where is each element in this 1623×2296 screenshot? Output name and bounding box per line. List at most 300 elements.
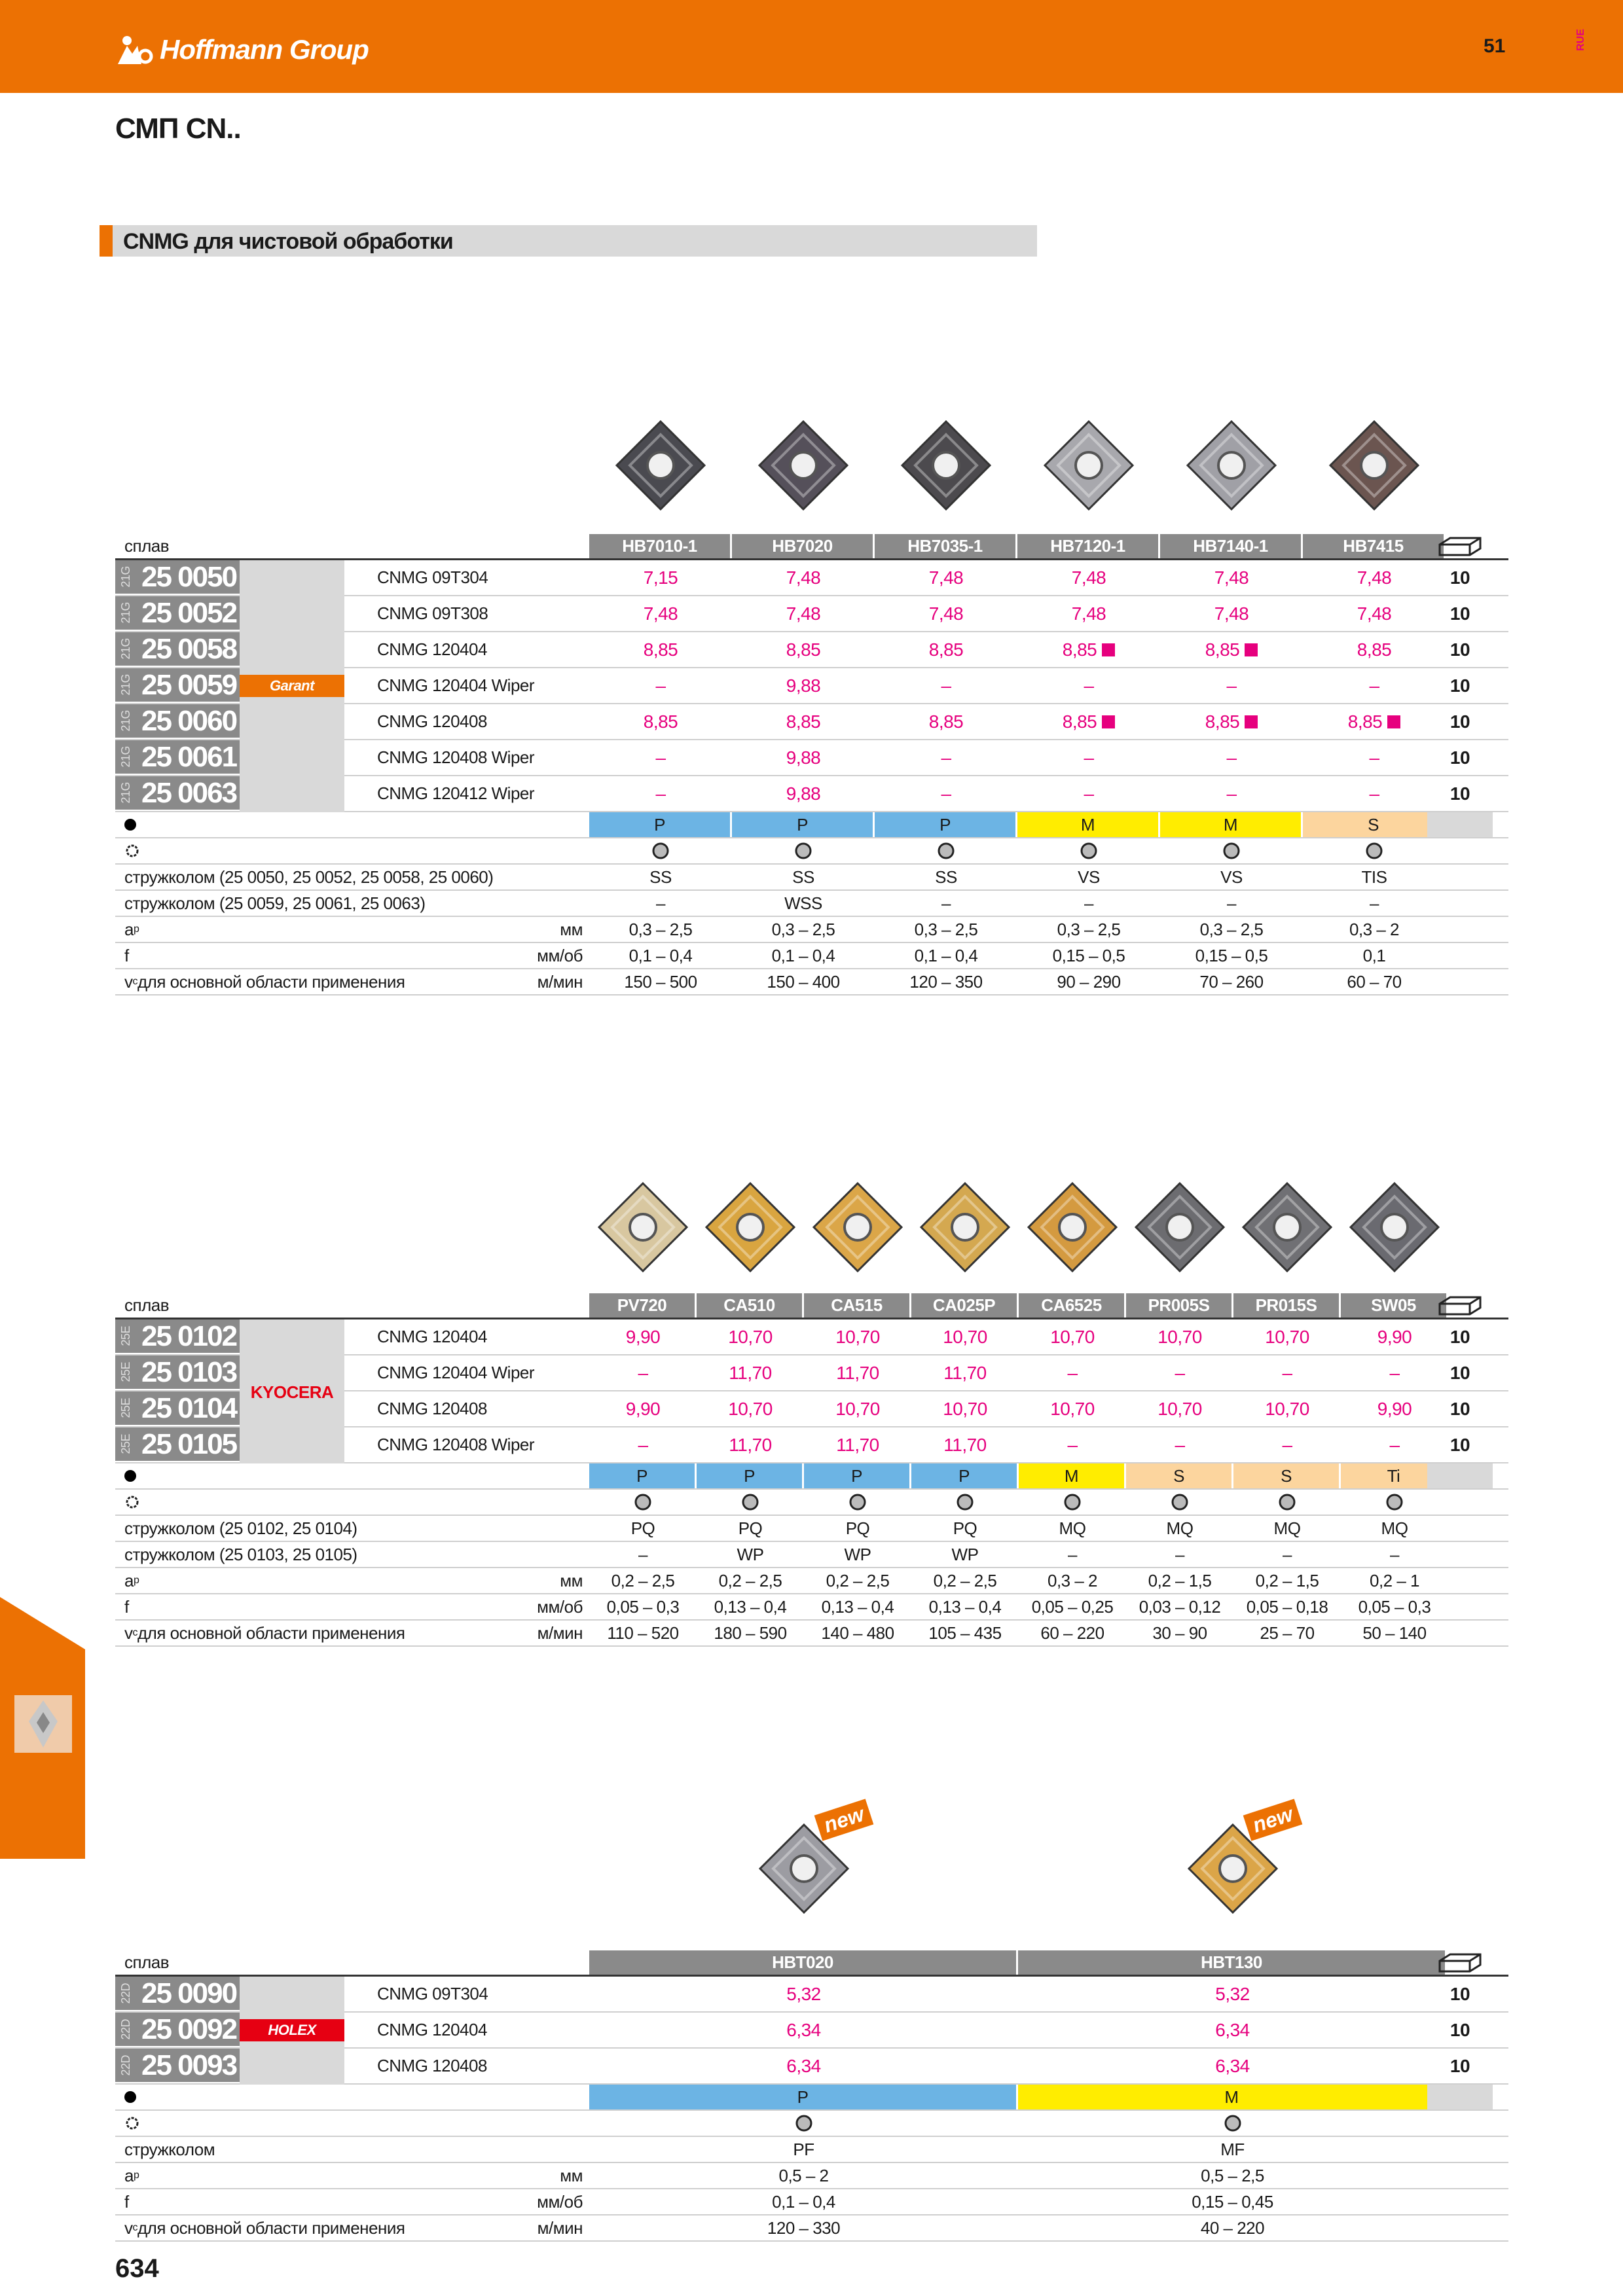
price-cell — [1126, 1427, 1233, 1462]
package-icon — [1427, 1293, 1493, 1318]
material-group-cell: P — [589, 1463, 695, 1488]
group-code: 21G — [119, 566, 132, 588]
parameter-value: 0,5 – 2,5 — [1201, 2165, 1264, 2185]
parameter-value: 110 – 520 — [607, 1623, 679, 1643]
insert-image-icon — [1040, 416, 1138, 514]
alloy-label: сплав — [124, 1952, 170, 1972]
price-value: 7,48 — [1071, 567, 1106, 588]
chipbreaker-value: SS — [935, 867, 957, 887]
chipbreaker-icon — [1018, 2111, 1447, 2136]
chipbreaker-icon — [1303, 838, 1446, 863]
chipbreaker-label: стружколом — [124, 2139, 215, 2159]
marker-square — [1102, 643, 1115, 656]
parameter-label — [124, 1594, 129, 1619]
parameter-symbol: v — [124, 971, 133, 992]
brand-logo — [115, 30, 369, 69]
material-group-cell: S — [1126, 1463, 1231, 1488]
price-value: – — [941, 747, 951, 768]
price-cell — [804, 1427, 911, 1462]
parameter-value: 60 – 220 — [1040, 1623, 1104, 1643]
parameter-subscript: c — [132, 976, 137, 987]
material-qty-cell — [1427, 1463, 1493, 1488]
price-cell — [732, 668, 875, 703]
parameter-value: 0,1 – 0,4 — [629, 945, 693, 965]
parameter-value: 0,15 – 0,5 — [1195, 945, 1268, 965]
parameter-subscript: p — [133, 924, 139, 935]
pack-quantity: 10 — [1450, 639, 1470, 660]
parameter-value: 0,13 – 0,4 — [928, 1596, 1002, 1617]
insert-image-icon — [1325, 416, 1423, 514]
grade-header: HBT130 — [1018, 1950, 1447, 1975]
price-value: 8,85 — [1347, 711, 1383, 732]
price-cell — [589, 2013, 1018, 2047]
chipbreaker-value: – — [1283, 1544, 1292, 1564]
price-value: 6,34 — [1215, 2019, 1250, 2040]
price-value: – — [638, 1434, 648, 1455]
price-cell — [589, 704, 732, 739]
group-code: 25E — [119, 1362, 132, 1382]
chipbreaker-value: – — [1370, 893, 1379, 913]
parameter-unit: мм/об — [537, 1596, 583, 1617]
price-value: 8,85 — [786, 711, 821, 732]
parameter-label — [124, 1568, 139, 1593]
price-cell — [1160, 632, 1303, 667]
price-cell — [1126, 1355, 1233, 1390]
chipbreaker-row — [115, 2137, 1508, 2163]
price-value: 8,85 — [1062, 639, 1097, 660]
parameter-label — [124, 943, 129, 968]
chipbreaker-value: MQ — [1273, 1518, 1301, 1538]
parameter-label — [124, 2189, 129, 2214]
price-value: 5,32 — [1215, 1983, 1250, 2004]
pack-quantity: 10 — [1450, 1434, 1470, 1455]
material-qty-cell — [1427, 2085, 1493, 2109]
price-cell — [1303, 668, 1446, 703]
parameter-subscript: p — [133, 1575, 139, 1586]
vc-row — [115, 969, 1508, 996]
insert-designation: CNMG 120408 — [377, 711, 487, 731]
price-cell — [589, 1355, 697, 1390]
price-cell — [1017, 560, 1160, 595]
grade-header: CA025P — [911, 1293, 1019, 1318]
price-cell — [589, 1977, 1018, 2011]
chipbreaker-icon — [589, 2111, 1018, 2136]
parameter-value: 0,3 – 2,5 — [1199, 919, 1264, 939]
insert-image-icon — [754, 416, 852, 514]
price-cell — [911, 1319, 1019, 1354]
price-value: 8,85 — [928, 711, 964, 732]
price-cell — [589, 2049, 1018, 2083]
parameter-value: 140 – 480 — [821, 1623, 894, 1643]
price-value: 7,15 — [643, 567, 678, 588]
chipbreaker-icon — [589, 838, 732, 863]
material-dot-label — [124, 812, 136, 837]
group-code: 21G — [119, 710, 132, 732]
parameter-value: 0,1 – 0,4 — [772, 2191, 835, 2212]
vc-row — [115, 1621, 1508, 1647]
price-cell — [1233, 1319, 1341, 1354]
chipbreaker-value: MQ — [1381, 1518, 1408, 1538]
insert-image-icon — [1182, 416, 1281, 514]
article-number — [115, 2013, 240, 2047]
chipbreaker-value: PQ — [845, 1518, 870, 1538]
f-row — [115, 1594, 1508, 1621]
article-code: 25 0063 — [141, 776, 237, 809]
price-cell — [1018, 2013, 1447, 2047]
price-value: – — [655, 675, 666, 696]
parameter-value: 0,3 – 2 — [1047, 1570, 1097, 1590]
price-cell — [1017, 704, 1160, 739]
price-value: 7,48 — [643, 603, 678, 624]
article-code: 25 0050 — [141, 560, 237, 593]
pack-quantity: 10 — [1450, 567, 1470, 588]
price-cell — [1233, 1427, 1341, 1462]
price-cell — [1303, 704, 1446, 739]
grade-header: HB7140-1 — [1160, 534, 1303, 558]
parameter-value: 150 – 500 — [624, 971, 697, 992]
parameter-value: 50 – 140 — [1362, 1623, 1427, 1643]
article-code: 25 0061 — [141, 740, 237, 773]
price-cell — [589, 1427, 697, 1462]
insert-designation: CNMG 120408 — [377, 1399, 487, 1418]
section-accent — [100, 225, 113, 257]
parameter-label — [124, 2215, 405, 2240]
vc-row — [115, 2215, 1508, 2242]
insert-designation: CNMG 120408 Wiper — [377, 747, 535, 767]
parameter-value: 70 – 260 — [1199, 971, 1264, 992]
chipbreaker-value: – — [1084, 893, 1093, 913]
chipbreaker-icon — [589, 1490, 697, 1515]
parameter-value: 0,2 – 1,5 — [1148, 1570, 1212, 1590]
material-group-cell: M — [1160, 812, 1301, 837]
parameter-value: 0,2 – 1 — [1369, 1570, 1419, 1590]
price-value: 10,70 — [1158, 1398, 1202, 1419]
price-value: 10,70 — [1265, 1326, 1309, 1347]
parameter-value: 0,1 – 0,4 — [914, 945, 978, 965]
price-cell — [875, 560, 1017, 595]
group-code: 25E — [119, 1434, 132, 1454]
price-cell — [1233, 1391, 1341, 1426]
price-value: 9,90 — [1377, 1398, 1412, 1419]
insert-image-icon — [1345, 1178, 1444, 1276]
geometry-row — [115, 2111, 1508, 2137]
brand-logo: KYOCERA — [250, 1382, 334, 1402]
price-value: 7,48 — [1357, 567, 1392, 588]
chipbreaker-value: VS — [1078, 867, 1100, 887]
parameter-unit: мм — [560, 1570, 583, 1590]
material-group-cell: P — [875, 812, 1015, 837]
parameter-symbol: v — [124, 1623, 133, 1643]
parameter-unit: м/мин — [537, 2217, 583, 2238]
parameter-value: 60 – 70 — [1347, 971, 1402, 992]
grade-header: HB7120-1 — [1017, 534, 1160, 558]
material-row — [115, 1463, 1508, 1490]
section-heading — [100, 225, 1037, 257]
chipbreaker-icon — [1233, 1490, 1341, 1515]
price-value: 6,34 — [786, 2019, 821, 2040]
chipbreaker-value: – — [1227, 893, 1236, 913]
chipbreaker-value: MQ — [1059, 1518, 1086, 1538]
material-group-cell: P — [911, 1463, 1017, 1488]
price-value: – — [1226, 747, 1237, 768]
price-cell — [697, 1391, 804, 1426]
price-cell — [1160, 704, 1303, 739]
parameter-text: для основной области применения — [137, 1623, 405, 1643]
price-value: 9,90 — [625, 1398, 661, 1419]
price-cell — [732, 632, 875, 667]
parameter-value: 0,3 – 2 — [1349, 919, 1399, 939]
parameter-unit: мм/об — [537, 945, 583, 965]
price-cell — [1019, 1391, 1126, 1426]
parameter-value: 120 – 330 — [767, 2217, 841, 2238]
geometry-label — [124, 838, 140, 863]
material-qty-cell — [1427, 812, 1493, 837]
marker-square — [1102, 715, 1115, 728]
price-value: – — [1084, 675, 1094, 696]
parameter-value: 0,1 – 0,4 — [771, 945, 835, 965]
grade-header: PV720 — [589, 1293, 697, 1318]
chipbreaker-value: – — [656, 893, 665, 913]
material-group-cell: M — [1019, 1463, 1124, 1488]
material-group-cell: M — [1018, 2085, 1445, 2109]
price-value: 7,48 — [1214, 603, 1249, 624]
article-number — [115, 560, 240, 595]
price-cell — [1017, 632, 1160, 667]
parameter-value: 0,05 – 0,18 — [1246, 1596, 1328, 1617]
article-number — [115, 2049, 240, 2083]
grade-header: CA515 — [804, 1293, 911, 1318]
parameter-value: 0,5 – 2 — [778, 2165, 829, 2185]
chipbreaker-icon — [875, 838, 1017, 863]
price-value: 8,85 — [1205, 639, 1240, 660]
price-value: 9,90 — [1377, 1326, 1412, 1347]
article-code: 25 0104 — [141, 1391, 237, 1424]
parameter-value: 0,13 – 0,4 — [821, 1596, 894, 1617]
grade-header: HBT020 — [589, 1950, 1018, 1975]
article-number — [115, 1319, 240, 1354]
pack-quantity: 10 — [1450, 1983, 1470, 2004]
package-icon — [1427, 1950, 1493, 1975]
price-value: 10,70 — [1265, 1398, 1309, 1419]
price-value: – — [1369, 783, 1379, 804]
turning-tool-icon — [14, 1695, 72, 1753]
parameter-value: 90 – 290 — [1057, 971, 1121, 992]
price-value: 11,70 — [943, 1434, 987, 1455]
table-header-row — [115, 1293, 1508, 1319]
price-cell — [875, 668, 1017, 703]
material-group-cell: P — [589, 2085, 1016, 2109]
price-cell — [589, 596, 732, 631]
bullet-icon — [124, 2091, 136, 2103]
grade-header: CA510 — [697, 1293, 804, 1318]
group-code: 21G — [119, 602, 132, 624]
chipbreaker-value: TIS — [1361, 867, 1387, 887]
chipbreaker-value: – — [1068, 1544, 1077, 1564]
article-number — [115, 596, 240, 631]
material-group-cell: P — [804, 1463, 909, 1488]
pack-quantity: 10 — [1450, 783, 1470, 804]
insert-designation: CNMG 09T304 — [377, 1984, 488, 2003]
price-cell — [804, 1319, 911, 1354]
alloy-label: сплав — [124, 1295, 170, 1315]
parameter-value: 0,2 – 2,5 — [611, 1570, 675, 1590]
price-value: – — [1175, 1362, 1185, 1383]
parameter-value: 0,3 – 2,5 — [629, 919, 693, 939]
grade-header: HB7020 — [732, 534, 875, 558]
ap-row — [115, 917, 1508, 943]
price-cell — [1017, 596, 1160, 631]
price-value: 10,70 — [835, 1398, 880, 1419]
material-group-cell: P — [697, 1463, 802, 1488]
price-cell — [589, 1391, 697, 1426]
group-code: 21G — [119, 746, 132, 768]
parameter-unit: мм/об — [537, 2191, 583, 2212]
chipbreaker-label: стружколом (25 0059, 25 0061, 25 0063) — [124, 893, 426, 913]
price-cell — [911, 1391, 1019, 1426]
price-cell — [875, 740, 1017, 775]
price-value: 9,90 — [625, 1326, 661, 1347]
price-cell — [589, 740, 732, 775]
price-value: 5,32 — [786, 1983, 821, 2004]
price-cell — [1303, 776, 1446, 811]
parameter-value: 0,3 – 2,5 — [1057, 919, 1121, 939]
price-value: – — [1369, 747, 1379, 768]
price-cell — [589, 632, 732, 667]
price-value: 10,70 — [728, 1326, 773, 1347]
parameter-subscript: c — [132, 1627, 137, 1638]
parameter-value: 0,05 – 0,3 — [606, 1596, 680, 1617]
f-row — [115, 2189, 1508, 2215]
parameter-symbol: f — [124, 2191, 129, 2212]
brand-logo-cell — [240, 1319, 344, 1463]
article-code: 25 0102 — [141, 1319, 237, 1352]
chipbreaker-value: SS — [792, 867, 814, 887]
article-number — [115, 1977, 240, 2011]
price-value: – — [941, 675, 951, 696]
grade-header: PR005S — [1126, 1293, 1233, 1318]
chipbreaker-value: PQ — [953, 1518, 977, 1538]
price-cell — [697, 1427, 804, 1462]
price-cell — [697, 1319, 804, 1354]
group-code: 25E — [119, 1398, 132, 1418]
material-dot-label — [124, 2085, 136, 2109]
price-value: – — [638, 1362, 648, 1383]
price-value: 6,34 — [786, 2055, 821, 2076]
price-value: – — [655, 747, 666, 768]
chipbreaker-value: PQ — [738, 1518, 763, 1538]
parameter-value: 180 – 590 — [714, 1623, 787, 1643]
price-cell — [589, 1319, 697, 1354]
marker-square — [1245, 715, 1258, 728]
chipbreaker-row — [115, 891, 1508, 917]
chipbreaker-icon — [1019, 1490, 1126, 1515]
article-code: 25 0090 — [141, 1977, 237, 2009]
grade-header: HB7415 — [1303, 534, 1446, 558]
new-badge: new — [814, 1799, 873, 1840]
price-cell — [1303, 560, 1446, 595]
price-cell — [1160, 776, 1303, 811]
price-value: 7,48 — [786, 567, 821, 588]
price-value: 8,85 — [643, 711, 678, 732]
price-value: – — [1226, 783, 1237, 804]
package-icon — [1427, 534, 1493, 558]
price-cell — [875, 632, 1017, 667]
price-cell — [1160, 596, 1303, 631]
price-cell — [732, 776, 875, 811]
geometry-label — [124, 1490, 140, 1515]
price-value: 6,34 — [1215, 2055, 1250, 2076]
grade-header: HB7035-1 — [875, 534, 1017, 558]
brand-logo: Garant — [240, 675, 344, 697]
price-cell — [875, 704, 1017, 739]
chipbreaker-icon — [911, 1490, 1019, 1515]
insert-designation: CNMG 120404 — [377, 2020, 487, 2039]
parameter-label — [124, 917, 139, 942]
article-number — [115, 740, 240, 775]
chipbreaker-icon — [732, 838, 875, 863]
marker-square — [1245, 643, 1258, 656]
price-value: – — [1084, 783, 1094, 804]
chipbreaker-value: WP — [951, 1544, 979, 1564]
insert-designation: CNMG 120404 Wiper — [377, 675, 535, 695]
insert-designation: CNMG 09T304 — [377, 567, 488, 587]
price-cell — [589, 776, 732, 811]
chipbreaker-label: стружколом (25 0102, 25 0104) — [124, 1518, 357, 1538]
ap-row — [115, 1568, 1508, 1594]
group-code: 22D — [119, 2018, 132, 2040]
gear-icon — [124, 2115, 140, 2131]
price-cell — [589, 668, 732, 703]
group-code: 21G — [119, 782, 132, 804]
parameter-unit: мм — [560, 2165, 583, 2185]
parameter-symbol: v — [124, 2217, 133, 2238]
article-code: 25 0058 — [141, 632, 237, 665]
material-dot-label — [124, 1463, 136, 1488]
parameter-value: 0,2 – 2,5 — [933, 1570, 997, 1590]
price-cell — [732, 740, 875, 775]
article-code: 25 0060 — [141, 704, 237, 737]
price-cell — [1160, 560, 1303, 595]
price-value: – — [1369, 675, 1379, 696]
price-cell — [1126, 1391, 1233, 1426]
page-header — [0, 0, 1623, 93]
page-title: СМП CN.. — [115, 113, 241, 145]
price-cell — [732, 560, 875, 595]
f-row — [115, 943, 1508, 969]
price-cell — [1303, 740, 1446, 775]
parameter-label — [124, 969, 405, 994]
footer-page-number: 634 — [115, 2254, 159, 2283]
parameter-value: 30 – 90 — [1152, 1623, 1207, 1643]
material-group-cell: P — [732, 812, 873, 837]
price-value: 7,48 — [786, 603, 821, 624]
price-value: 11,70 — [729, 1362, 772, 1383]
chipbreaker-row — [115, 1516, 1508, 1542]
price-value: – — [1175, 1434, 1185, 1455]
pack-quantity: 10 — [1450, 675, 1470, 696]
pack-quantity: 10 — [1450, 1398, 1470, 1419]
material-group-cell: Ti — [1341, 1463, 1446, 1488]
insert-image-icon — [1238, 1178, 1336, 1276]
insert-image-icon — [897, 416, 995, 514]
parameter-symbol: f — [124, 1596, 129, 1617]
parameter-value: 0,2 – 2,5 — [826, 1570, 890, 1590]
price-value: – — [1067, 1434, 1078, 1455]
article-number — [115, 776, 240, 811]
price-cell — [1160, 740, 1303, 775]
price-cell — [697, 1355, 804, 1390]
price-value: – — [1282, 1434, 1292, 1455]
